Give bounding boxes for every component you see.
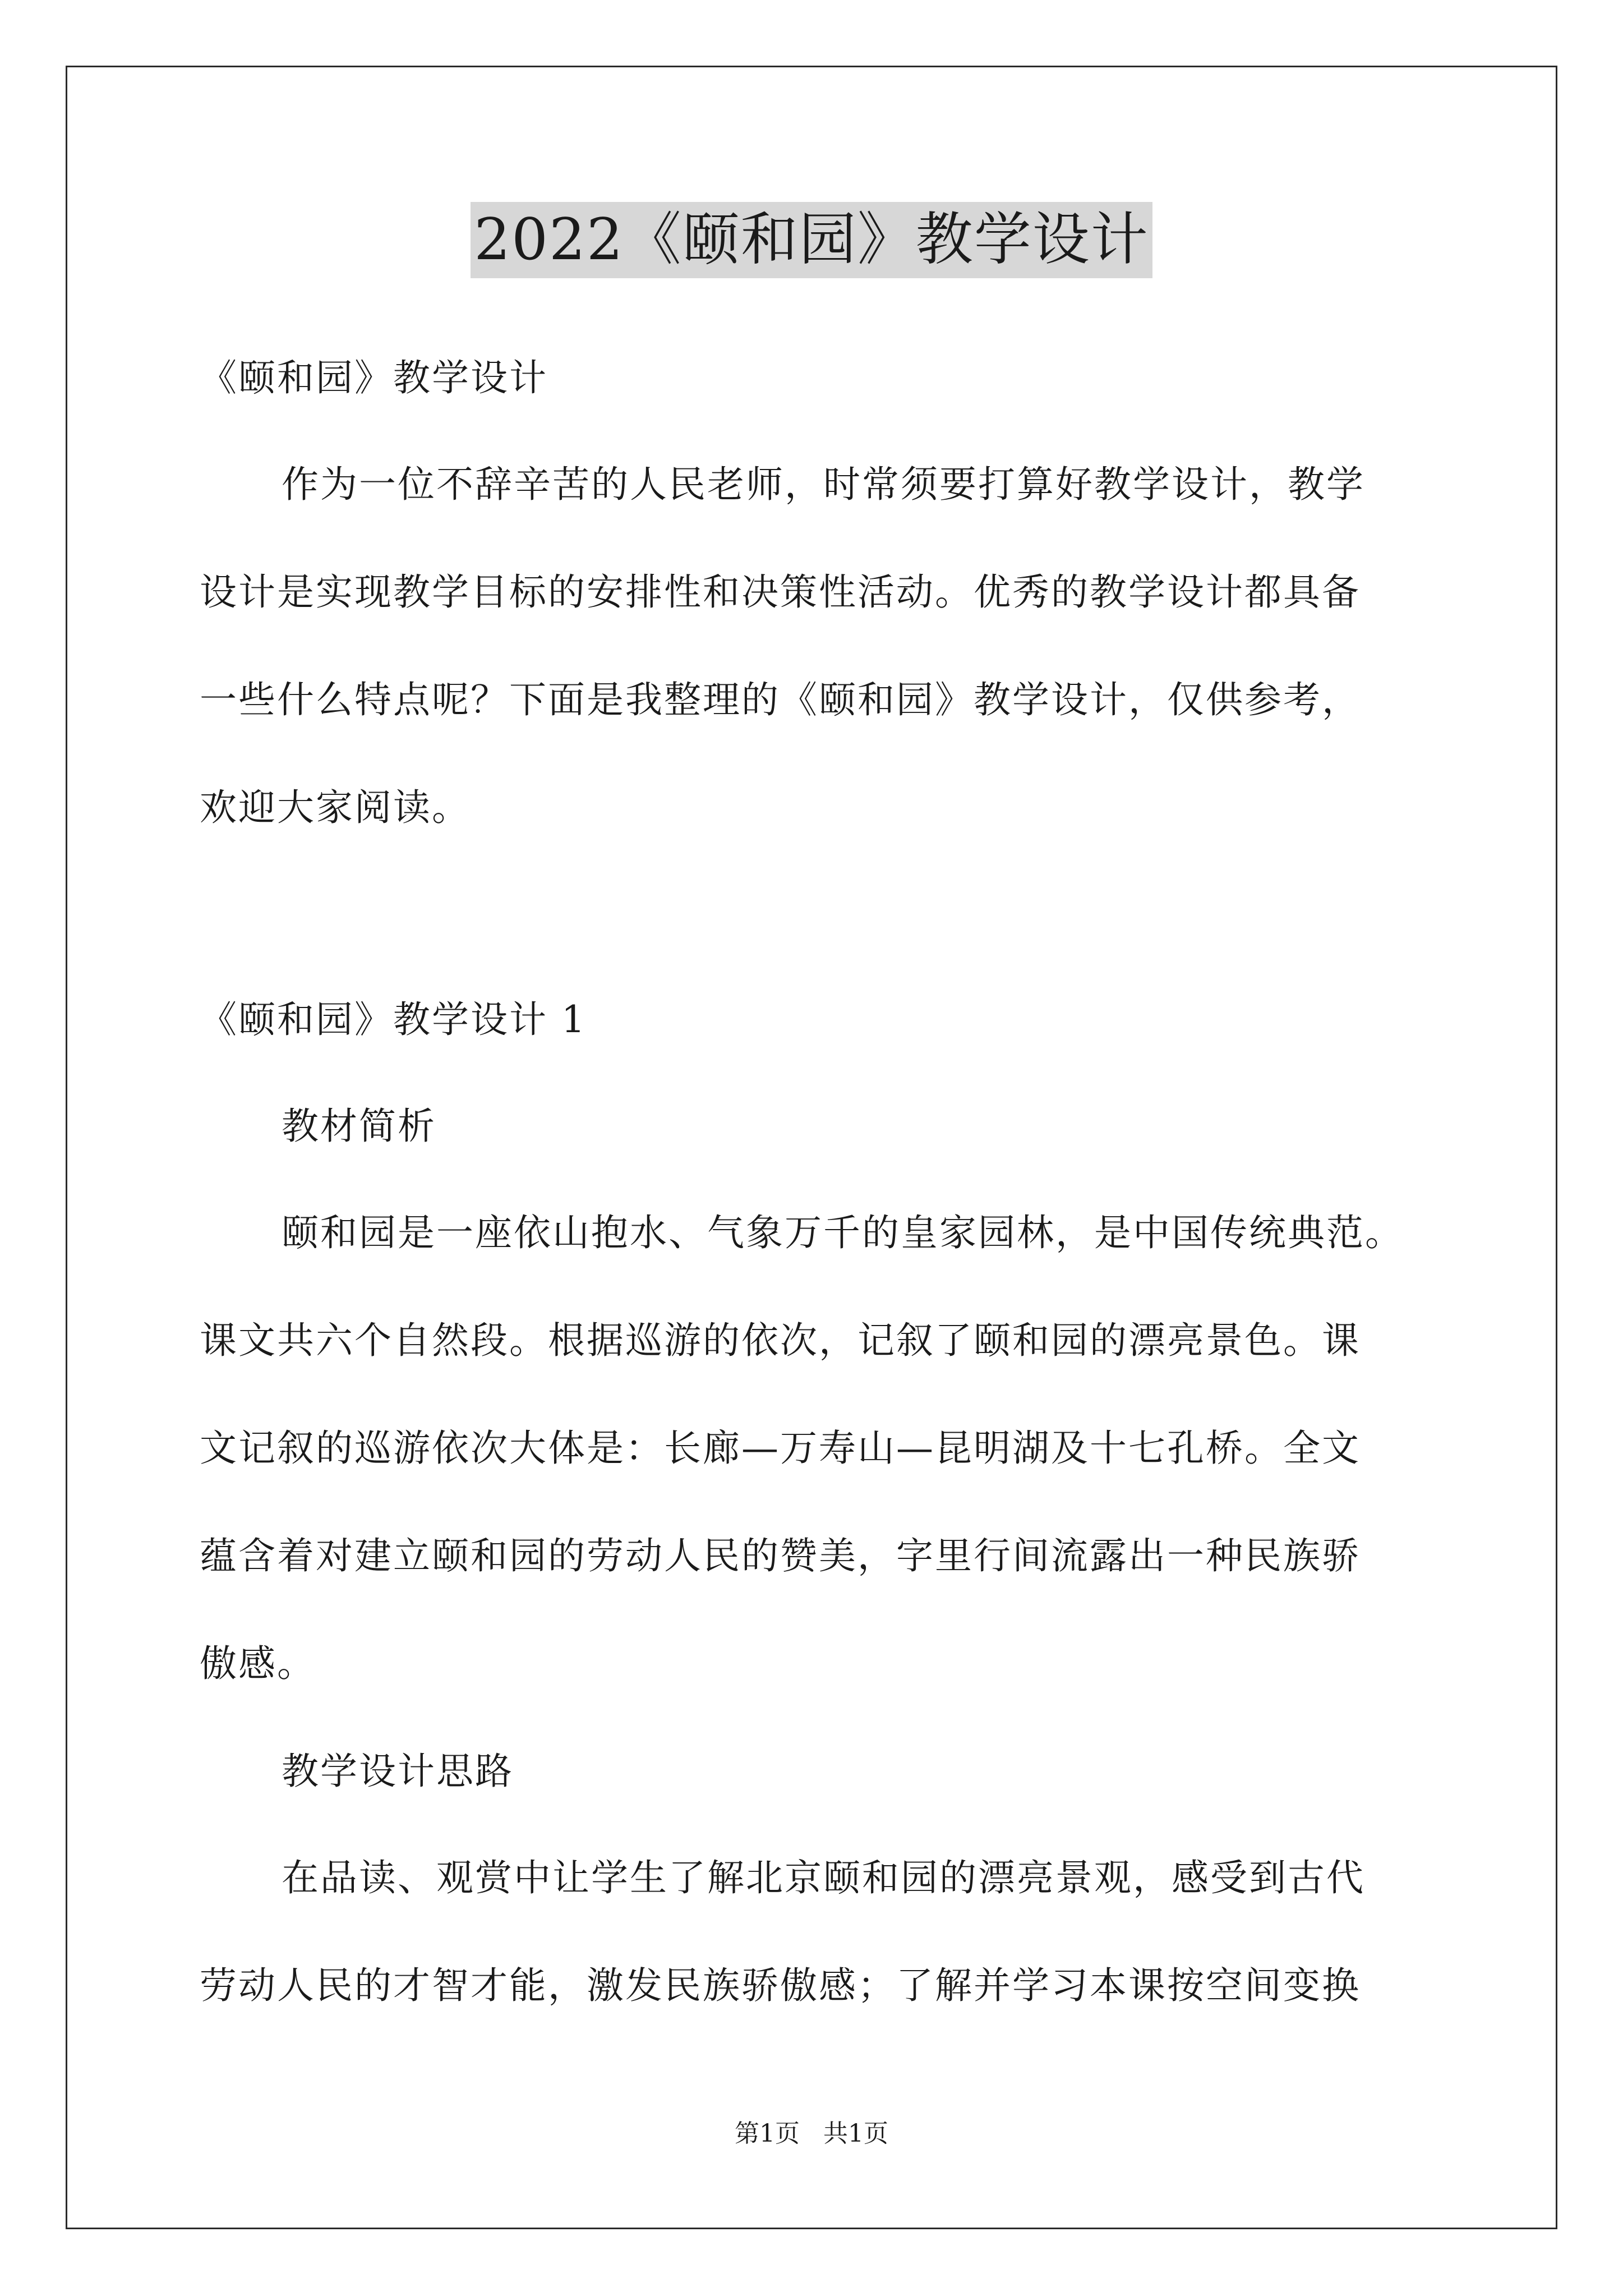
intro-line-4: 欢迎大家阅读。 <box>200 786 471 829</box>
page-footer: 第1页 共1页 <box>735 2119 888 2148</box>
document-title: 2022《颐和园》教学设计 <box>471 202 1152 278</box>
materials-line-1: 颐和园是一座依山抱水、气象万千的皇家园林，是中国传统典范。 <box>282 1211 1404 1254</box>
approach-line-2: 劳动人民的才智才能，激发民族骄傲感；了解并学习本课按空间变换 <box>200 1964 1361 2007</box>
materials-line-4: 蕴含着对建立颐和园的劳动人民的赞美，字里行间流露出一种民族骄 <box>200 1534 1361 1577</box>
materials-line-3: 文记叙的巡游依次大体是：长廊—万寿山—昆明湖及十七孔桥。全文 <box>200 1427 1361 1470</box>
section-heading-design-approach: 教学设计思路 <box>282 1750 514 1793</box>
intro-line-1: 作为一位不辞辛苦的人民老师，时常须要打算好教学设计，教学 <box>282 463 1365 506</box>
intro-line-2: 设计是实现教学目标的安排性和决策性活动。优秀的教学设计都具备 <box>200 570 1361 614</box>
intro-line-3: 一些什么特点呢？下面是我整理的《颐和园》教学设计，仅供参考， <box>200 678 1361 721</box>
materials-line-2: 课文共六个自然段。根据巡游的依次，记叙了颐和园的漂亮景色。课 <box>200 1319 1361 1362</box>
heading-main: 《颐和园》教学设计 <box>200 356 548 399</box>
approach-line-1: 在品读、观赏中让学生了解北京颐和园的漂亮景观，感受到古代 <box>282 1856 1365 1899</box>
title-container <box>0 202 1623 278</box>
section-heading-materials: 教材简析 <box>282 1105 436 1148</box>
materials-line-5: 傲感。 <box>200 1642 316 1685</box>
heading-design-1: 《颐和园》教学设计 1 <box>200 998 587 1041</box>
